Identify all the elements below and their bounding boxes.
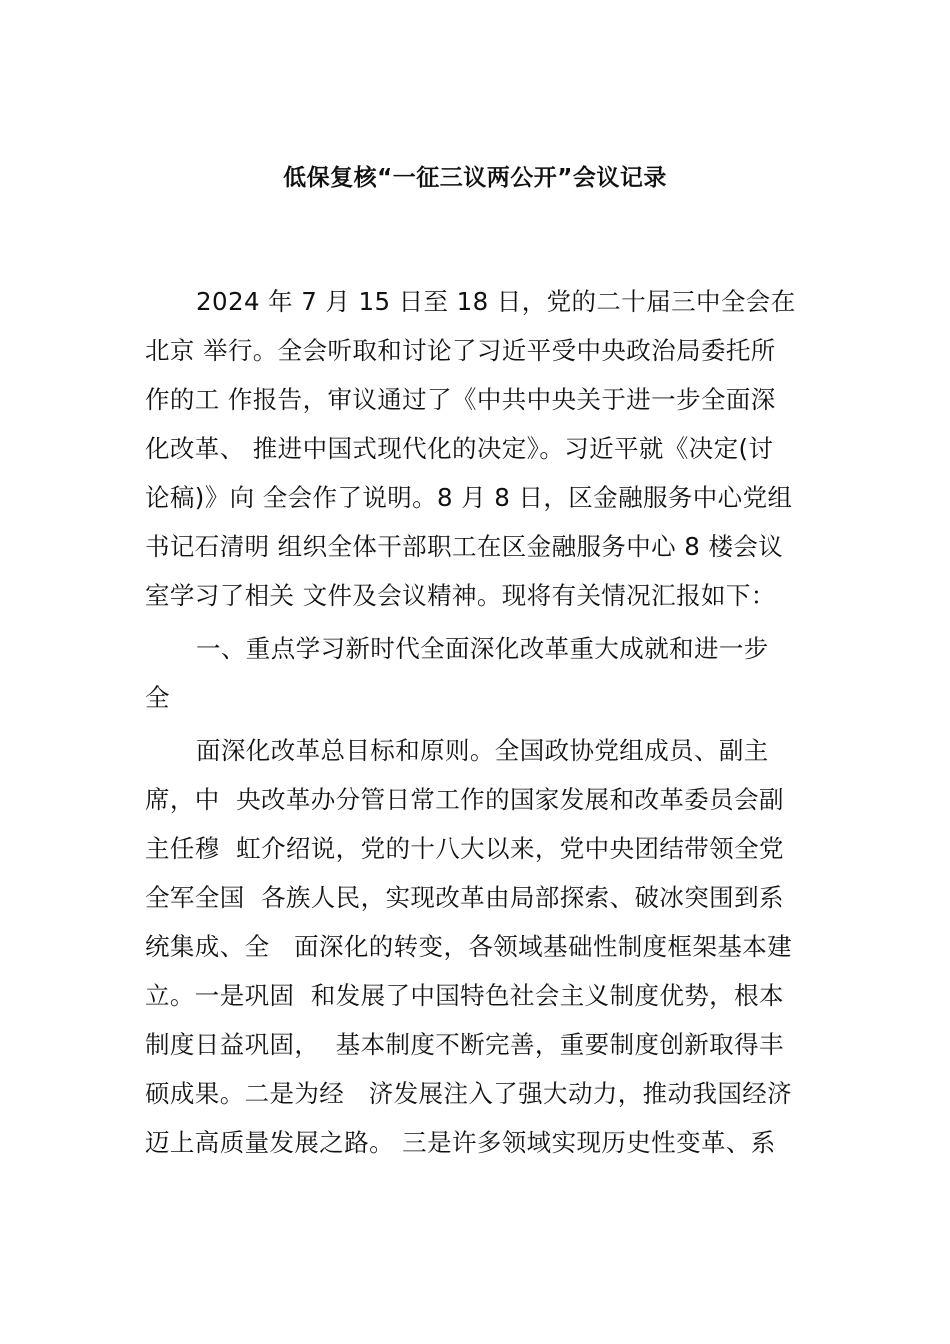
body-line: 迈上高质量发展之路。 三是许多领域实现历史性变革、系 bbox=[145, 1128, 776, 1157]
body-line: 席，中 央改革办分管日常工作的国家发展和改革委员会副 bbox=[145, 785, 784, 814]
body-line: 论稿)》向 全会作了说明。8 月 8 日，区金融服务中心党组 bbox=[145, 483, 793, 512]
body-line: 北京 举行。全会听取和讨论了习近平受中央政治局委托所 bbox=[145, 336, 776, 365]
body-line: 立。一是巩固 和发展了中国特色社会主义制度优势，根本 bbox=[145, 981, 784, 1010]
body-line: 化改革、 推进中国式现代化的决定》。习近平就《决定(讨 bbox=[145, 434, 774, 463]
body-line: 书记石清明 组织全体干部职工在区金融服务中心 8 楼会议 bbox=[145, 532, 784, 561]
body-line: 全军全国 各族人民，实现改革由局部探索、破冰突围到系 bbox=[145, 883, 784, 912]
body-line: 作的工 作报告，审议通过了《中共中央关于进一步全面深 bbox=[145, 385, 776, 414]
body-line: 室学习了相关 文件及会议精神。现将有关情况汇报如下： bbox=[145, 581, 776, 610]
body-line: 主任穆 虹介绍说，党的十八大以来，党中央团结带领全党 bbox=[145, 834, 784, 863]
section-heading-line: 全 bbox=[145, 683, 170, 712]
body-line: 制度日益巩固， 基本制度不断完善，重要制度创新取得丰 bbox=[145, 1030, 784, 1059]
body-line: 硕成果。二是为经 济发展注入了强大动力，推动我国经济 bbox=[145, 1079, 793, 1108]
body-line: 统集成、全 面深化的转变，各领域基础性制度框架基本建 bbox=[145, 932, 793, 961]
document-title: 低保复核“一征三议两公开”会议记录 bbox=[283, 165, 667, 191]
body-line: 面深化改革总目标和原则。全国政协党组成员、副主 bbox=[196, 736, 769, 765]
section-heading-line: 一、重点学习新时代全面深化改革重大成就和进一步 bbox=[196, 634, 769, 663]
body-line: 2024 年 7 月 15 日至 18 日，党的二十届三中全会在 bbox=[196, 287, 796, 316]
